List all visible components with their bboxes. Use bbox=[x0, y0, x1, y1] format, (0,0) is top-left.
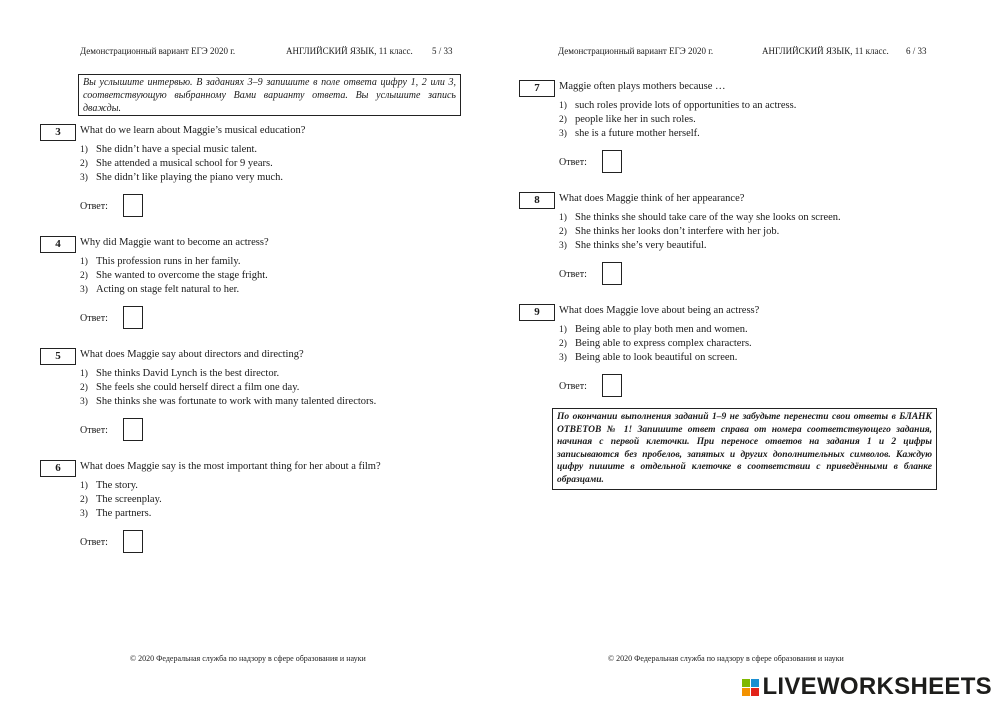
question-text: What does Maggie think of her appearance? bbox=[559, 193, 745, 204]
answer-box[interactable] bbox=[123, 194, 143, 217]
answer-label: Ответ: bbox=[559, 157, 587, 168]
option-3: 3) She thinks she’s very beautiful. bbox=[559, 240, 707, 251]
question-text: Maggie often plays mothers because … bbox=[559, 81, 726, 92]
option-1: 1) She thinks she should take care of the way she looks on screen. bbox=[559, 212, 841, 223]
question-number: 4 bbox=[40, 236, 76, 253]
header-page-number: 5 / 33 bbox=[432, 46, 453, 56]
answer-label: Ответ: bbox=[80, 425, 108, 436]
answer-box[interactable] bbox=[123, 530, 143, 553]
header-page-number: 6 / 33 bbox=[906, 46, 927, 56]
answer-label: Ответ: bbox=[559, 269, 587, 280]
option-3: 3) Being able to look beautiful on screen. bbox=[559, 352, 738, 363]
option-3: 3) Acting on stage felt natural to her. bbox=[80, 284, 240, 295]
question-number: 7 bbox=[519, 80, 555, 97]
option-1: 1) She thinks David Lynch is the best director. bbox=[80, 368, 280, 379]
answer-box[interactable] bbox=[602, 374, 622, 397]
transfer-instruction-box: По окончании выполнения заданий 1–9 не забудьте перенести свои ответы в БЛАНК ОТВЕТОВ № 1! Запишите ответ справа от номера соответствующего задания, начиная с первой клеточки. При переносе ответов на задания 1 и 2 цифры записываются без пробелов, запятых и других дополнительных символов. Каждую цифру пишите в отдельной клеточке в соответствии с приведёнными в бланке образцами. bbox=[552, 408, 937, 490]
question-number: 5 bbox=[40, 348, 76, 365]
footer-copyright: © 2020 Федеральная служба по надзору в сфере образования и науки bbox=[130, 654, 366, 663]
header-exam-title: Демонстрационный вариант ЕГЭ 2020 г. bbox=[80, 46, 236, 56]
question-text: What does Maggie say about directors and directing? bbox=[80, 349, 304, 360]
option-3: 3) She thinks she was fortunate to work with many talented directors. bbox=[80, 396, 377, 407]
option-3: 3) The partners. bbox=[80, 508, 152, 519]
option-1: 1) This profession runs in her family. bbox=[80, 256, 241, 267]
answer-box[interactable] bbox=[123, 306, 143, 329]
question-number: 3 bbox=[40, 124, 76, 141]
answer-label: Ответ: bbox=[559, 381, 587, 392]
option-1: 1) Being able to play both men and women. bbox=[559, 324, 748, 335]
option-2: 2) people like her in such roles. bbox=[559, 114, 696, 125]
instruction-box: Вы услышите интервью. В заданиях 3–9 запишите в поле ответа цифру 1, 2 или 3, соответствующую выбранному Вами варианту ответа. Вы услышите запись дважды. bbox=[78, 74, 461, 116]
option-2: 2) The screenplay. bbox=[80, 494, 162, 505]
question-number: 6 bbox=[40, 460, 76, 477]
option-2: 2) She thinks her looks don’t interfere with her job. bbox=[559, 226, 780, 237]
question-text: What does Maggie love about being an actress? bbox=[559, 305, 760, 316]
question-number: 9 bbox=[519, 304, 555, 321]
option-1: 1) such roles provide lots of opportunities to an actress. bbox=[559, 100, 797, 111]
answer-label: Ответ: bbox=[80, 537, 108, 548]
answer-box[interactable] bbox=[602, 150, 622, 173]
option-2: 2) She wanted to overcome the stage fright. bbox=[80, 270, 268, 281]
option-3: 3) she is a future mother herself. bbox=[559, 128, 700, 139]
question-text: What does Maggie say is the most important thing for her about a film? bbox=[80, 461, 381, 472]
right-page bbox=[500, 0, 1000, 707]
header-exam-title: Демонстрационный вариант ЕГЭ 2020 г. bbox=[558, 46, 714, 56]
question-text: Why did Maggie want to become an actress? bbox=[80, 237, 269, 248]
liveworksheets-logo bbox=[742, 673, 992, 701]
answer-label: Ответ: bbox=[80, 201, 108, 212]
answer-box[interactable] bbox=[602, 262, 622, 285]
liveworksheets-wordmark: LIVEWORKSHEETS bbox=[762, 673, 992, 700]
footer-copyright: © 2020 Федеральная служба по надзору в сфере образования и науки bbox=[608, 654, 844, 663]
header-subject: АНГЛИЙСКИЙ ЯЗЫК, 11 класс. bbox=[286, 46, 413, 56]
option-1: 1) She didn’t have a special music talent. bbox=[80, 144, 258, 155]
option-2: 2) She feels she could herself direct a film one day. bbox=[80, 382, 300, 393]
option-2: 2) Being able to express complex characters. bbox=[559, 338, 752, 349]
answer-label: Ответ: bbox=[80, 313, 108, 324]
question-number: 8 bbox=[519, 192, 555, 209]
option-1: 1) The story. bbox=[80, 480, 138, 491]
option-2: 2) She attended a musical school for 9 years. bbox=[80, 158, 273, 169]
header-subject: АНГЛИЙСКИЙ ЯЗЫК, 11 класс. bbox=[762, 46, 889, 56]
option-3: 3) She didn’t like playing the piano very much. bbox=[80, 172, 284, 183]
liveworksheets-logo-icon bbox=[742, 679, 759, 696]
answer-box[interactable] bbox=[123, 418, 143, 441]
question-text: What do we learn about Maggie’s musical education? bbox=[80, 125, 306, 136]
